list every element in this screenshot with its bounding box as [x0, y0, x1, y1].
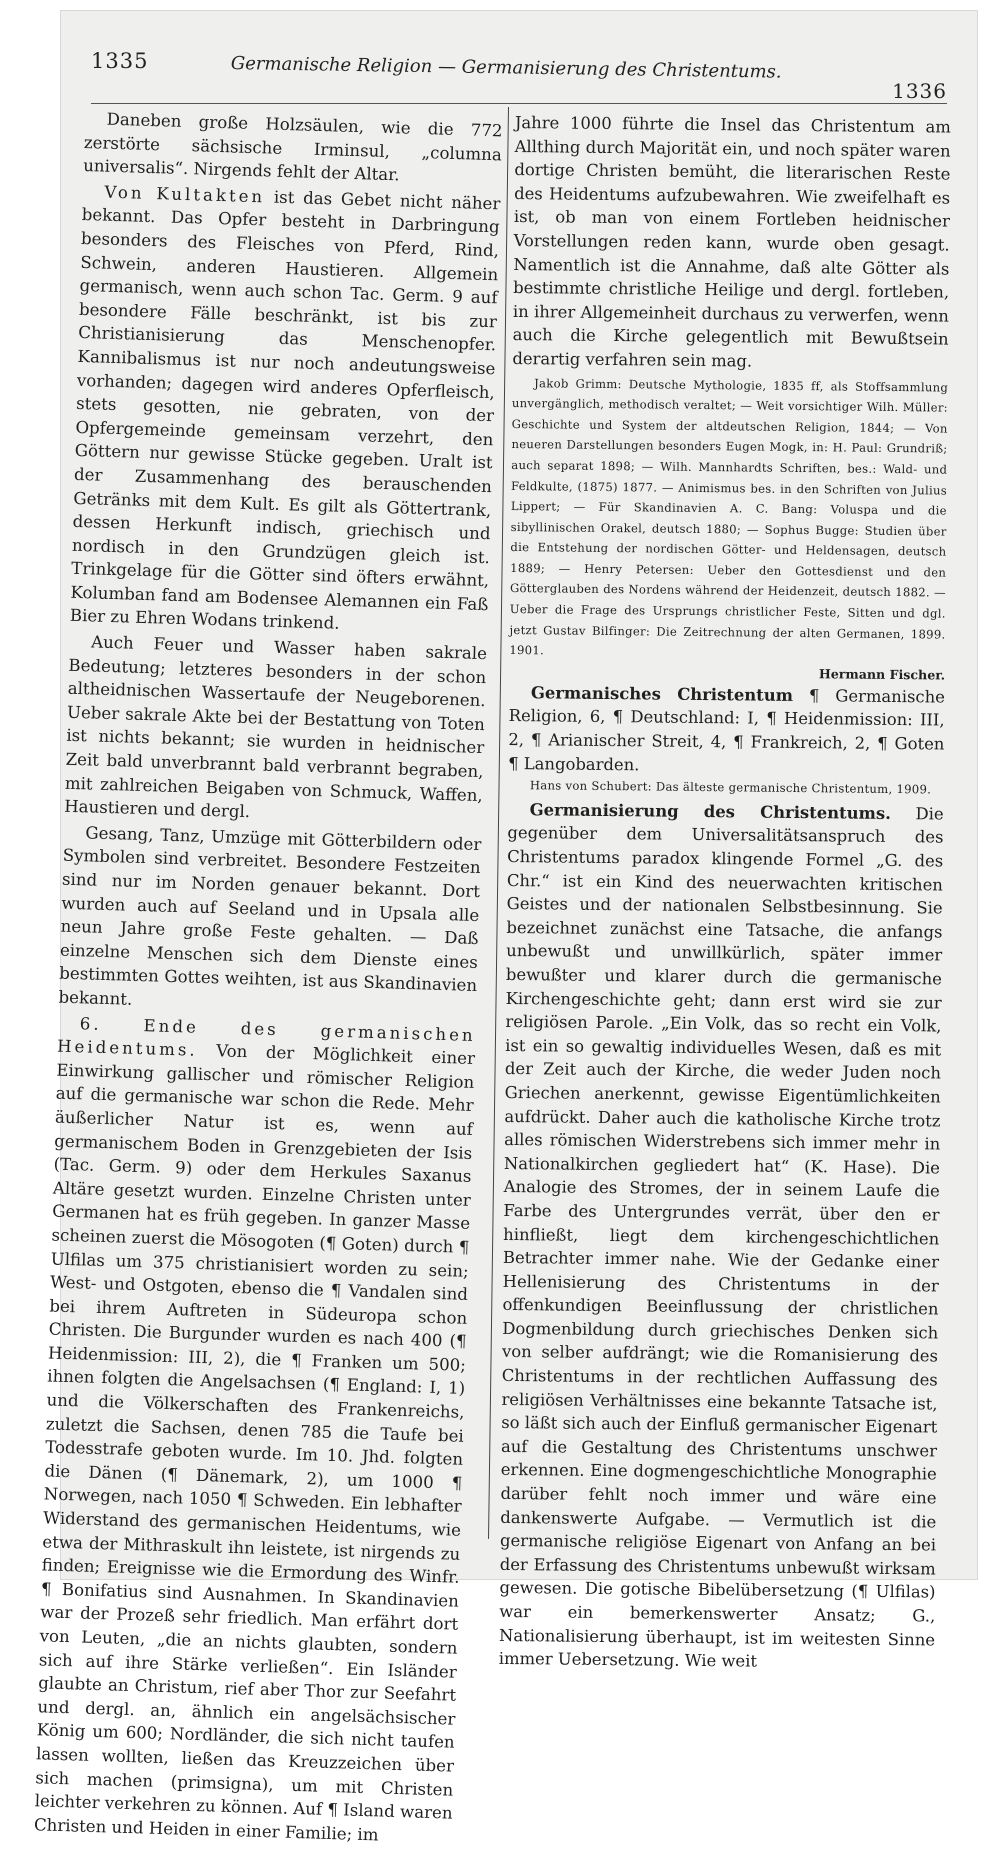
section-keyword-cult-acts: Von Kultakten: [104, 182, 266, 207]
entry-germanic-christianity: [508, 681, 945, 780]
paragraph-song-dance: Gesang, Tanz, Umzüge mit Götterbildern oder Symbolen sind verbreitet. Besondere Festzeiten sind nur im Norden genauer bekannt. Dort wurden auch auf Seeland und in Upsala alle neun Jahre große Feste gehalten. — Daß einzelne Menschen sich dem Dienste eines bestimmten Gottes weihten, ist aus Skandinavien bekannt.: [58, 823, 482, 1009]
paragraph-end-of-paganism: [34, 1011, 476, 1849]
page-number-left: 1335: [91, 49, 149, 73]
section-heading-end-of-paganism: 6. Ende des germanischen Heidentums.: [56, 1013, 476, 1060]
entry-germanization: [499, 798, 944, 1675]
book-page: [33, 10, 978, 1845]
page-number-right: 1336: [892, 79, 947, 103]
right-column: [498, 111, 951, 1671]
entry-text-germanic-christianity: ¶ Germanische Religion, 6, ¶ Deutschland: I, ¶ Heidenmission: III, 2, ¶ Arianischer Streit, 4, ¶ Frankreich, 2, ¶ Goten ¶ Langobarden.: [508, 685, 945, 774]
author-signature: Hermann Fischer.: [818, 666, 946, 683]
entry-heading-germanization: Germanisierung des Christentums.: [529, 800, 891, 823]
header-rule: [91, 103, 947, 104]
entry-heading-germanic-christianity: Germanisches Christentum: [530, 683, 794, 705]
page-header: [91, 49, 947, 103]
entry-reference-schubert: Hans von Schubert: Das älteste germanische Christentum, 1909.: [529, 778, 932, 797]
bibliography-germanic-religion: Jakob Grimm: Deutsche Mythologie, 1835 ff, als Stoffsammlung unvergänglich, methodisch veraltet; — Weit vorsichtiger Wilh. Müller: Geschichte und System der altdeutschen Religion, 1844; — Von neueren Darstellungen besonders Eugen Mogk, in: H. Paul: Grundriß; auch separat 1898; — Wilh. Mannhardts Schriften, bes.: Wald- und Feldkulte, (1875) 1877. — Animismus bes. in den Schriften von Julius Lippert; — Für Skandinavien A. C. Bang: Voluspa und die sibyllinischen Orakel, deutsch 1880; — Sophus Bugge: Studien über die Entstehung der nordischen Götter- und Heldensagen, deutsch 1889; — Henry Petersen: Ueber den Gottesdienst und den Götterglauben des Nordens während der Heidenzeit, deutsch 1882. — Ueber die Frage des Ursprungs christlicher Feste, Sitten und dgl. jetzt Gustav Bilfinger: Die Zeitrechnung der alten Germanen, 1899. 1901.: [509, 375, 949, 658]
entry-text-germanization: Die gegenüber dem Universalitätsanspruch des Christentums paradox klingende Formel „G. des Chr.“ ist ein Kind des neuerwachten kritischen Geistes und der nationalen Selbstbesinnung. Sie bezeichnet zunächst eine Tatsache, die anfangs unbewußt und unwillkürlich, später immer bewußter und klarer durch die germanische Kirchengeschichte geht; dann erst wird sie zur religiösen Parole. „Ein Volk, das so recht ein Volk, ist ein so gewaltig individuelles Wesen, daß es mit der Zeit auch der Kirche, die weder Juden noch Griechen anerkennt, gewisse Eigentümlichkeiten aufdrückt. Daher auch die katholische Kirche trotz alles römischen Widerstrebens sich immer mehr in Nationalkirchen gegliedert hat“ (K. Hase). Die Analogie des Stromes, der in seinem Laufe die Farbe des Untergrundes verrät, über den er hinfließt, liegt dem kirchengeschichtlichen Betrachter immer nahe. Wie der Gedanke einer Hellenisierung des Christentums in der offenkundigen Beeinflussung der christlichen Dogmenbildung durch griechisches Denken sich von selber aufdrängt; wie die Romanisierung des Christentums in der rechtlichen Auffassung des religiösen Verhältnisses eine bekannte Tatsache ist, so läßt sich auch der Einfluß germanischer Eigenart auf die Gestaltung des Christentums unschwer erkennen. Eine dogmengeschichtliche Monographie darüber fehlt noch immer und wäre eine dankenswerte Aufgabe. — Vermutlich ist die germanische religiöse Eigenart von Anfang an bei der Erfassung des Christentums unbewußt wirksam gewesen. Die gotische Bibelübersetzung (¶ Ulfilas) war ein bemerkenswerter Ansatz; G., Nationalisierung überhaupt, ist im weitesten Sinne immer Uebersetzung. Wie weit: [498, 803, 944, 1671]
paragraph-iceland-continuation: Jahre 1000 führte die Insel das Christentum am Allthing durch Majorität ein, und noch später waren dortige Christen bemüht, die literarischen Reste des Heidentums aufzubewahren. Wie zweifelhaft es ist, ob man von einem Fortleben heidnischer Vorstellungen reden kann, wurde oben gesagt. Namentlich ist die Annahme, daß alte Götter als bestimmte christliche Heilige und dergl. fortleben, in ihrer Allgemeinheit durchaus zu verwerfen, wenn auch die Kirche gelegentlich mit Bewußtsein derartig verfahren sein mag.: [512, 112, 951, 371]
left-column: [33, 107, 503, 1845]
running-title: Germanische Religion — Germanisierung des Christentums.: [230, 53, 782, 83]
paragraph-sacred-pillars: Daneben große Holzsäulen, wie die 772 zerstörte sächsische Irminsul, „columna universalis“. Nirgends fehlt der Altar.: [82, 109, 503, 185]
paragraph-cult-acts: [70, 180, 501, 640]
paragraph-cult-acts-text: ist das Gebet nicht näher bekannt. Das Opfer besteht in Darbringung besonders des Fleisches von Pferd, Rind, Schwein, anderen Haustieren. Allgemein germanisch, wenn auch schon Tac. Germ. 9 auf besondere Fälle beschränkt, ist bis zur Christianisierung das Menschenopfer. Kannibalismus ist nur noch andeutungsweise vorhanden; dagegen wird anderes Opferfleisch, stets gesotten, nie gebraten, von der Opfergemeinde gemeinsam verzehrt, den Göttern nur gewisse Stücke gegeben. Uralt ist der Zusammenhang des berauschenden Getränks mit dem Kult. Es gilt als Göttertrank, dessen Herkunft indisch, griechisch und nordisch in den Grundzügen gleich ist. Trinkgelage für die Götter sind öfters erwähnt, Kolumban fand am Bodensee Alemannen ein Faß Bier zu Ehren Wodans trinkend.: [69, 187, 501, 634]
paragraph-end-of-paganism-text: Von der Möglichkeit einer Einwirkung gallischer und römischer Religion auf die germanische war schon die Rede. Mehr äußerlicher Natur ist es, wenn auf germanischem Boden in Grenzgebieten der Isis (Tac. Germ. 9) oder dem Herkules Saxanus Altäre gesetzt wurden. Einzelne Christen unter Germanen hat es früh gegeben. In ganzer Masse scheinen zuerst die Mösogoten (¶ Goten) durch ¶ Ulfilas um 375 christianisiert worden zu sein; West- und Ostgoten, ebenso die ¶ Vandalen sind bei ihrem Auftreten in Südeuropa schon Christen. Die Burgunder wurden es nach 400 (¶ Heidenmission: III, 2), die ¶ Franken um 500; ihnen folgten die Angelsachsen (¶ England: I, 1) und die Völkerschaften des Frankenreichs, zuletzt die Sachsen, denen 785 die Taufe bei Todesstrafe geboten wurde. Im 10. Jhd. folgten die Dänen (¶ Dänemark, 2), um 1000 ¶ Norwegen, nach 1050 ¶ Schweden. Ein lebhafter Widerstand des germanischen Heidentums, wie etwa der Mithraskult ihn leistete, ist nirgends zu finden; Ereignisse wie die Ermordung des Winfr. ¶ Bonifatius sind Ausnahmen. In Skandinavien war der Prozeß sehr friedlich. Man erfährt dort von Leuten, „die an nichts glaubten, sondern sich auf ihre Stärke verließen“. Ein Isländer glaubte an Christum, rief aber Thor zur Seefahrt und dergl. an, ähnlich ein angelsächsischer König um 600; Nordländer, die sich nicht taufen lassen wollten, ließen das Kreuzzeichen über sich machen (primsigna), um mit Christen leichter verkehren zu können. Auf ¶ Island waren Christen und Heiden in einer Familie; im: [33, 1040, 476, 1845]
paragraph-fire-water: Auch Feuer und Wasser haben sakrale Bedeutung; letzteres besonders in der schon altheidnischen Wassertaufe der Neugeborenen. Ueber sakrale Akte bei der Bestattung von Toten ist nichts bekannt; sie wurden in heidnischer Zeit bald unverbrannt bald verbrannt begraben, mit zahlreichen Beigaben von Schmuck, Waffen, Haustieren und dergl.: [63, 632, 488, 822]
